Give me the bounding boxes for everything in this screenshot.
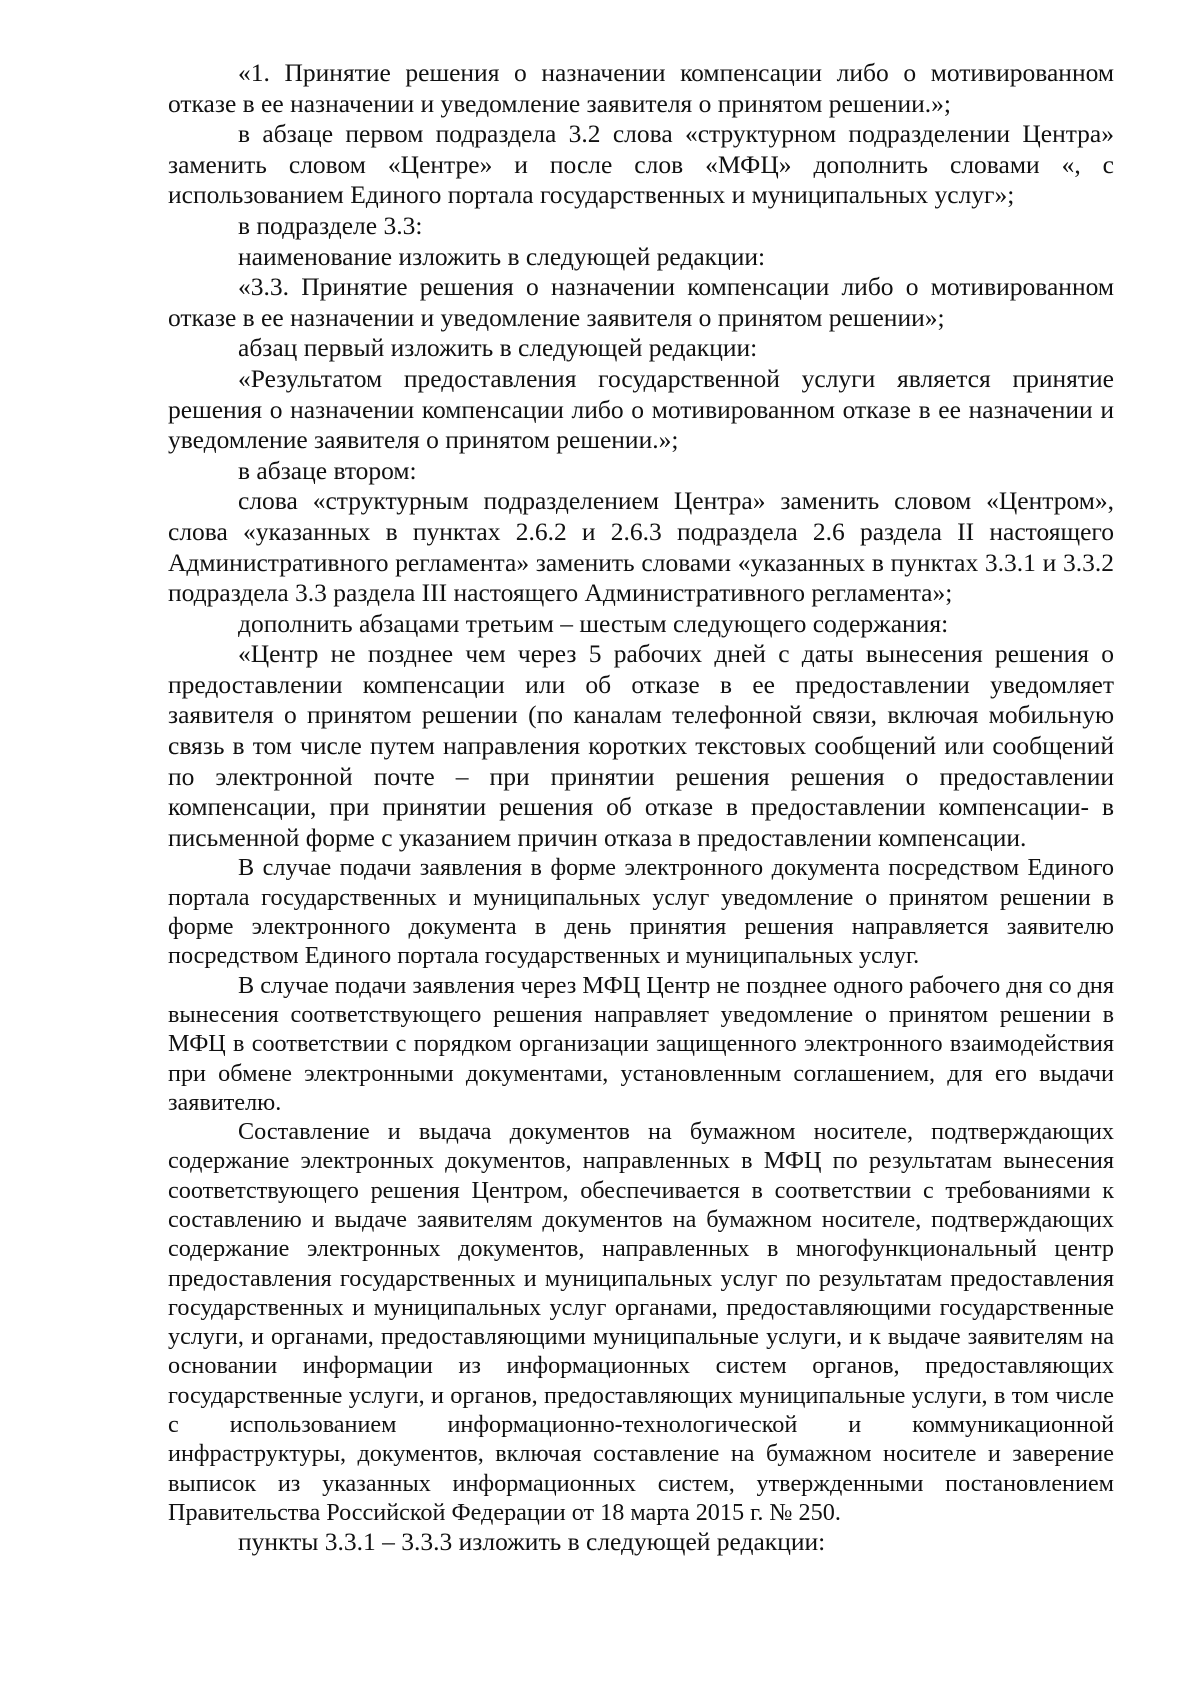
- paragraph-15: пункты 3.3.1 – 3.3.3 изложить в следующей редакции:: [238, 1527, 826, 1557]
- document-body: [168, 58, 1114, 1558]
- paragraph-10: дополнить абзацами третьим – шестым следующего содержания:: [238, 608, 949, 638]
- paragraph-7: «Результатом предоставления государственной услуги является принятие решения о назначении компенсации либо о мотивированном отказе в ее назначении и уведомление заявителя о принятом решении.»;: [168, 363, 1114, 455]
- paragraph-11: «Центр не позднее чем через 5 рабочих дней с даты вынесения решения о предоставлении компенсации или об отказе в ее предоставлении уведомляет заявителя о принятом решении (по каналам телефонной связи, включая мобильную связь в том числе путем направления коротких текстовых сообщений или сообщений по электронной почте – при принятии решения решения о предоставлении компенсации, при принятии решения об отказе в предоставлении компенсации- в письменной форме с указанием причин отказа в предоставлении компенсации.: [168, 639, 1114, 852]
- paragraph-9: слова «структурным подразделением Центра» заменить словом «Центром», слова «указанных в пунктах 2.6.2 и 2.6.3 подраздела 2.6 раздела II настоящего Административного регламента» заменить словами «указанных в пунктах 3.3.1 и 3.3.2 подраздела 3.3 раздела III настоящего Административного регламента»;: [168, 486, 1114, 608]
- paragraph-3: в подразделе 3.3:: [238, 210, 423, 240]
- paragraph-4: наименование изложить в следующей редакции:: [238, 241, 766, 271]
- paragraph-1: «1. Принятие решения о назначении компенсации либо о мотивированном отказе в ее назначении и уведомление заявителя о принятом решении.»;: [168, 58, 1114, 118]
- paragraph-12: В случае подачи заявления в форме электронного документа посредством Единого портала государственных и муниципальных услуг уведомление о принятом решении в форме электронного документа в день принятия решения направляется заявителю посредством Единого портала государственных и муниципальных услуг.: [168, 854, 1114, 970]
- paragraph-6: абзац первый изложить в следующей редакции:: [238, 333, 758, 363]
- paragraph-14: Составление и выдача документов на бумажном носителе, подтверждающих содержание электронных документов, направленных в МФЦ по результатам вынесения соответствующего решения Центром, обеспечивается в соответствии с требованиями к составлению и выдаче заявителям документов на бумажном носителе, подтверждающих содержание электронных документов, направленных в многофункциональный центр предоставления государственных и муниципальных услуг по результатам предоставления государственных и муниципальных услуг органами, предоставляющими государственные услуги, и органами, предоставляющими муниципальные услуги, и к выдаче заявителям на основании информации из информационных систем органов, предоставляющих государственные услуги, и органов, предоставляющих муниципальные услуги, в том числе с использованием информационно-технологической и коммуникационной инфраструктуры, документов, включая составление на бумажном носителе и заверение выписок из указанных информационных систем, утвержденными постановлением Правительства Российской Федерации от 18 марта 2015 г. № 250.: [168, 1118, 1114, 1526]
- paragraph-13: В случае подачи заявления через МФЦ Центр не позднее одного рабочего дня со дня вынесения соответствующего решения направляет уведомление о принятом решении в МФЦ в соответствии с порядком организации защищенного электронного взаимодействия при обмене электронными документами, установленным соглашением, для его выдачи заявителю.: [168, 971, 1114, 1116]
- paragraph-2: в абзаце первом подраздела 3.2 слова «структурном подразделении Центра» заменить словом «Центре» и после слов «МФЦ» дополнить словами «, с использованием Единого портала государственных и муниципальных услуг»;: [168, 119, 1114, 210]
- paragraph-5: «3.3. Принятие решения о назначении компенсации либо о мотивированном отказе в ее назначении и уведомление заявителя о принятом решении»;: [168, 272, 1114, 332]
- paragraph-8: в абзаце втором:: [238, 455, 417, 485]
